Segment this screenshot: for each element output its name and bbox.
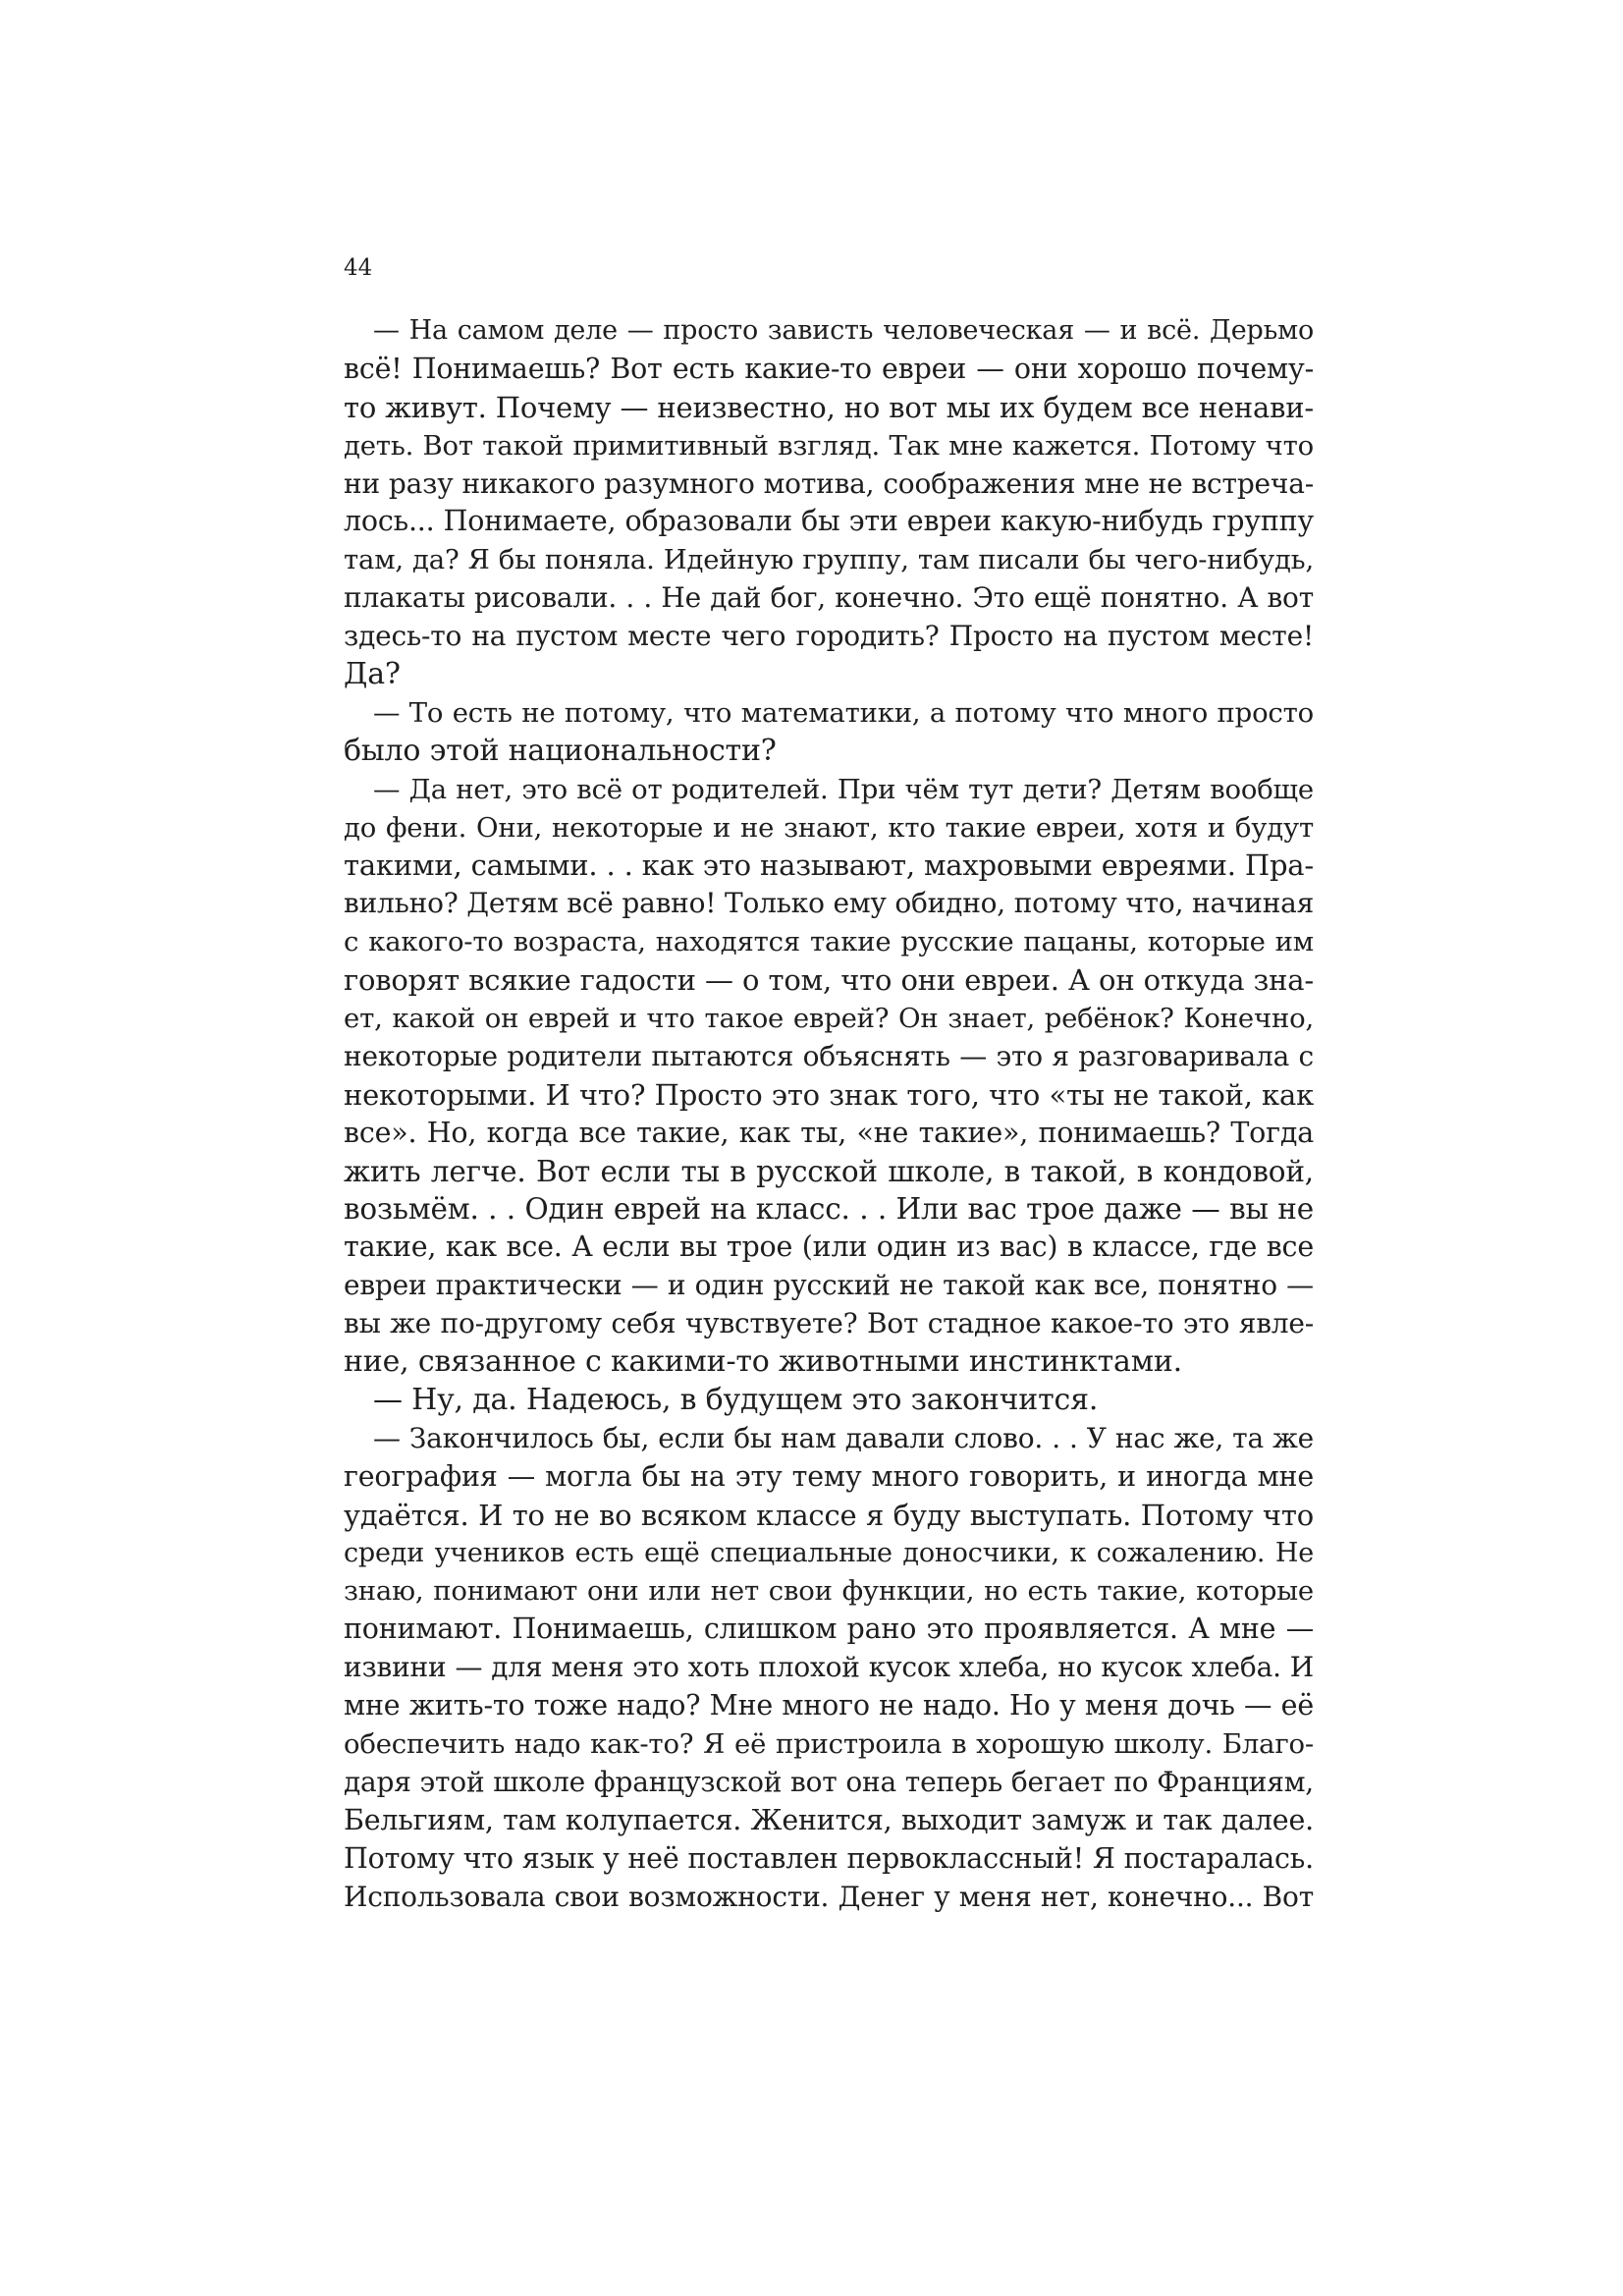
- text-line: то живут. Почему — неизвестно, но вот мы их будем все ненави-: [344, 390, 1314, 424]
- text-line: вильно? Детям всё равно! Только ему обидно, потому что, начиная: [344, 887, 1315, 920]
- text-line: география — могла бы на эту тему много говорить, и иногда мне: [344, 1459, 1314, 1493]
- text-line: Потому что язык у неё поставлен первоклассный! Я постаралась.: [344, 1841, 1314, 1875]
- text-line: обеспечить надо как-то? Я её пристроила в хорошую школу. Благо-: [344, 1727, 1314, 1760]
- text-line: деть. Вот такой примитивный взгляд. Так мне кажется. Потому что: [344, 429, 1314, 462]
- text-line: ние, связанное с какими-то животными инстинктами.: [344, 1344, 1182, 1380]
- text-line: вы же по-другому себя чувствуете? Вот стадное какое-то это явле-: [344, 1307, 1314, 1340]
- text-line: лось... Понимаете, образовали бы эти евреи какую-нибудь группу: [344, 505, 1314, 538]
- text-line: — Закончилось бы, если бы нам давали слово. . . У нас же, та же: [373, 1421, 1314, 1454]
- text-line: — На самом деле — просто зависть человеческая — и всё. Дерьмо: [373, 315, 1314, 346]
- text-line: все». Но, когда все такие, как ты, «не такие», понимаешь? Тогда: [344, 1116, 1314, 1149]
- text-line: Использовала свои возможности. Денег у меня нет, конечно... Вот: [344, 1880, 1314, 1913]
- text-line: возьмём. . . Один еврей на класс. . . Или вас трое даже — вы не: [344, 1192, 1314, 1227]
- text-line: удаётся. И то не во всяком классе я буду выступать. Потому что: [344, 1498, 1314, 1532]
- text-line: ет, какой он еврей и что такое еврей? Он знает, ребёнок? Конечно,: [344, 1003, 1314, 1035]
- text-line: евреи практически — и один русский не такой как все, понятно —: [344, 1269, 1314, 1302]
- text-line: некоторые родители пытаются объяснять — это я разговаривала с: [344, 1039, 1314, 1072]
- text-line: среди учеников есть ещё специальные доносчики, к сожалению. Не: [344, 1537, 1314, 1568]
- text-line: было этой национальности?: [344, 733, 777, 768]
- text-line: с какого-то возраста, находятся такие русские пацаны, которые им: [344, 926, 1314, 958]
- text-line: Да?: [344, 657, 401, 692]
- page-number: 44: [344, 255, 373, 281]
- text-line: до фени. Они, некоторые и не знают, кто такие евреи, хотя и будут: [344, 811, 1314, 844]
- text-line: даря этой школе французской вот она теперь бегает по Франциям,: [344, 1765, 1314, 1798]
- text-line: такими, самыми. . . как это называют, махровыми евреями. Пра-: [344, 848, 1314, 883]
- body-text: [344, 312, 1314, 1916]
- text-line: некоторыми. И что? Просто это знак того, что «ты не такой, как: [344, 1077, 1314, 1112]
- text-line: — То есть не потому, что математики, а потому что много просто: [373, 696, 1314, 729]
- text-line: всё! Понимаешь? Вот есть какие-то евреи — они хорошо почему-: [344, 352, 1314, 385]
- text-line: извини — для меня это хоть плохой кусок хлеба, но кусок хлеба. И: [344, 1651, 1314, 1684]
- text-line: ни разу никакого разумного мотива, соображения мне не встреча-: [344, 466, 1314, 500]
- text-line: — Ну, да. Надеюсь, в будущем это закончится.: [373, 1382, 1099, 1417]
- text-line: такие, как все. А если вы трое (или один из вас) в классе, где все: [344, 1230, 1314, 1264]
- text-line: здесь-то на пустом месте чего городить? Просто на пустом месте!: [344, 620, 1314, 653]
- text-line: понимают. Понимаешь, слишком рано это проявляется. А мне —: [344, 1613, 1314, 1646]
- text-line: мне жить-то тоже надо? Мне много не надо. Но у меня дочь — её: [344, 1689, 1314, 1722]
- text-line: — Да нет, это всё от родителей. При чём тут дети? Детям вообще: [373, 773, 1314, 805]
- text-line: там, да? Я бы поняла. Идейную группу, там писали бы чего-нибудь,: [344, 544, 1314, 576]
- text-line: знаю, понимают они или нет свои функции, но есть такие, которые: [344, 1575, 1314, 1608]
- text-line: плакаты рисовали. . . Не дай бог, конечно. Это ещё понятно. А вот: [344, 581, 1314, 615]
- text-line: говорят всякие гадости — о том, что они евреи. А он откуда зна-: [344, 963, 1314, 998]
- text-line: Бельгиям, там колупается. Женится, выходит замуж и так далее.: [344, 1803, 1314, 1836]
- text-line: жить легче. Вот если ты в русской школе, в такой, в кондовой,: [344, 1154, 1314, 1188]
